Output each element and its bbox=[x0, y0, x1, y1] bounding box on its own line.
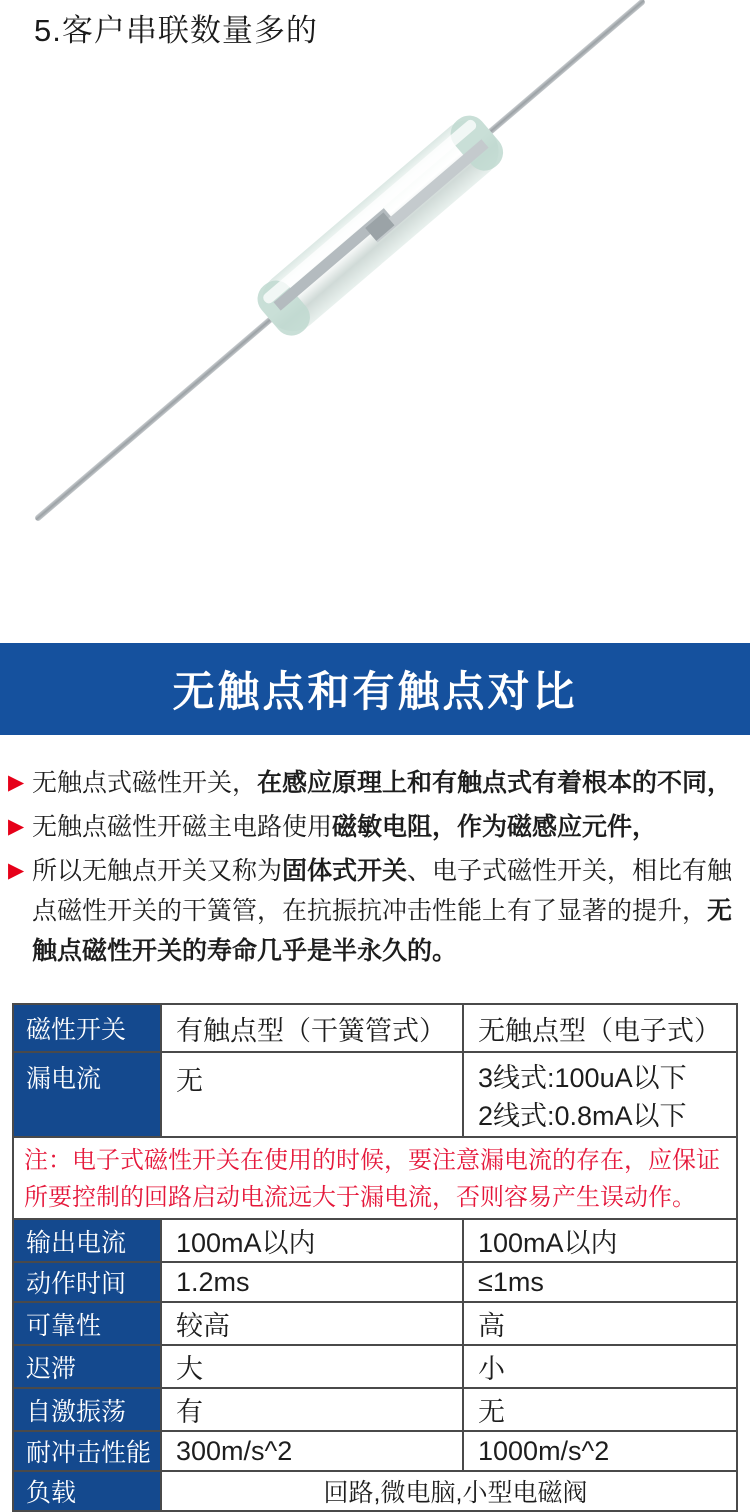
table-label-cell: 可靠性 bbox=[13, 1302, 161, 1345]
section-heading: 5.客户串联数量多的 bbox=[34, 13, 318, 48]
table-value-cell: 无 bbox=[161, 1052, 463, 1137]
bullet-text: 无触点式磁性开关， bbox=[32, 769, 258, 797]
table-value-cell bbox=[463, 1052, 737, 1137]
table-note-row bbox=[13, 1137, 737, 1219]
table-row bbox=[13, 1302, 737, 1345]
table-label-cell: 输出电流 bbox=[13, 1219, 161, 1262]
table-value-cell: 大 bbox=[161, 1345, 463, 1388]
comparison-table bbox=[12, 1003, 738, 1512]
list-item bbox=[8, 851, 738, 971]
table-header-row bbox=[13, 1004, 737, 1052]
table-row bbox=[13, 1052, 737, 1137]
table-row bbox=[13, 1262, 737, 1302]
table-value-cell: 高 bbox=[463, 1302, 737, 1345]
bullet-text-bold: 在感应原理上和有触点式有着根本的不同， bbox=[257, 769, 733, 797]
bullet-text-bold: 无触点磁性开关的寿命几乎是半永久的。 bbox=[32, 897, 733, 965]
note-line-2: 所要控制的回路启动电流远大于漏电流，否则容易产生误动作。 bbox=[24, 1184, 696, 1211]
table-value-cell: 有 bbox=[161, 1388, 463, 1431]
glass-highlight bbox=[261, 118, 478, 306]
leakage-line-2: 2线式:0.8mA以下 bbox=[478, 1101, 687, 1131]
arrow-bullet-icon: ▶ bbox=[8, 771, 25, 794]
table-value-cell: 较高 bbox=[161, 1302, 463, 1345]
table-row bbox=[13, 1388, 737, 1431]
banner-title: 无触点和有触点对比 bbox=[172, 668, 578, 715]
table-row-load bbox=[13, 1471, 737, 1511]
arrow-bullet-icon: ▶ bbox=[8, 815, 25, 838]
table-value-cell: 300m/s^2 bbox=[161, 1431, 463, 1471]
table-label-cell: 负载 bbox=[13, 1471, 161, 1511]
table-row bbox=[13, 1219, 737, 1262]
list-item bbox=[8, 807, 738, 847]
table-row bbox=[13, 1345, 737, 1388]
list-item bbox=[8, 763, 738, 803]
table-label-cell: 自激振荡 bbox=[13, 1388, 161, 1431]
table-label-cell: 磁性开关 bbox=[13, 1004, 161, 1052]
table-value-cell: 无 bbox=[463, 1388, 737, 1431]
table-merged-value-cell: 回路,微电脑,小型电磁阀 bbox=[161, 1471, 737, 1511]
bullet-text-bold: 固体式开关 bbox=[282, 857, 408, 885]
bullet-text: 所以无触点开关又称为 bbox=[32, 857, 283, 885]
table-label-cell: 迟滞 bbox=[13, 1345, 161, 1388]
bullet-text-bold: 磁敏电阻，作为磁感应元件， bbox=[332, 813, 658, 841]
note-cell bbox=[13, 1137, 737, 1219]
table-label-cell: 耐冲击性能 bbox=[13, 1431, 161, 1471]
table-value-cell: 100mA以内 bbox=[161, 1219, 463, 1262]
table-value-cell: 100mA以内 bbox=[463, 1219, 737, 1262]
table-label-cell: 漏电流 bbox=[13, 1052, 161, 1137]
table-value-cell: 小 bbox=[463, 1345, 737, 1388]
leakage-line-1: 3线式:100uA以下 bbox=[478, 1063, 687, 1093]
note-line-1: 注：电子式磁性开关在使用的时候，要注意漏电流的存在，应保证 bbox=[24, 1147, 720, 1174]
bullet-text: 、电子式磁性开关，相比有触点磁性开关的干簧管，在抗振抗冲击性能上有了显著的提升， bbox=[32, 857, 733, 925]
table-value-cell: 1.2ms bbox=[161, 1262, 463, 1302]
arrow-bullet-icon: ▶ bbox=[8, 859, 25, 882]
table-value-cell: ≤1ms bbox=[463, 1262, 737, 1302]
table-row bbox=[13, 1431, 737, 1471]
table-value-cell: 1000m/s^2 bbox=[463, 1431, 737, 1471]
section-banner bbox=[0, 643, 750, 735]
table-label-cell: 动作时间 bbox=[13, 1262, 161, 1302]
reed-switch-image bbox=[0, 0, 750, 575]
bullet-list bbox=[8, 763, 738, 975]
bullet-text: 无触点磁性开磁主电路使用 bbox=[32, 813, 333, 841]
table-value-cell: 无触点型（电子式） bbox=[463, 1004, 737, 1052]
table-value-cell: 有触点型（干簧管式） bbox=[161, 1004, 463, 1052]
